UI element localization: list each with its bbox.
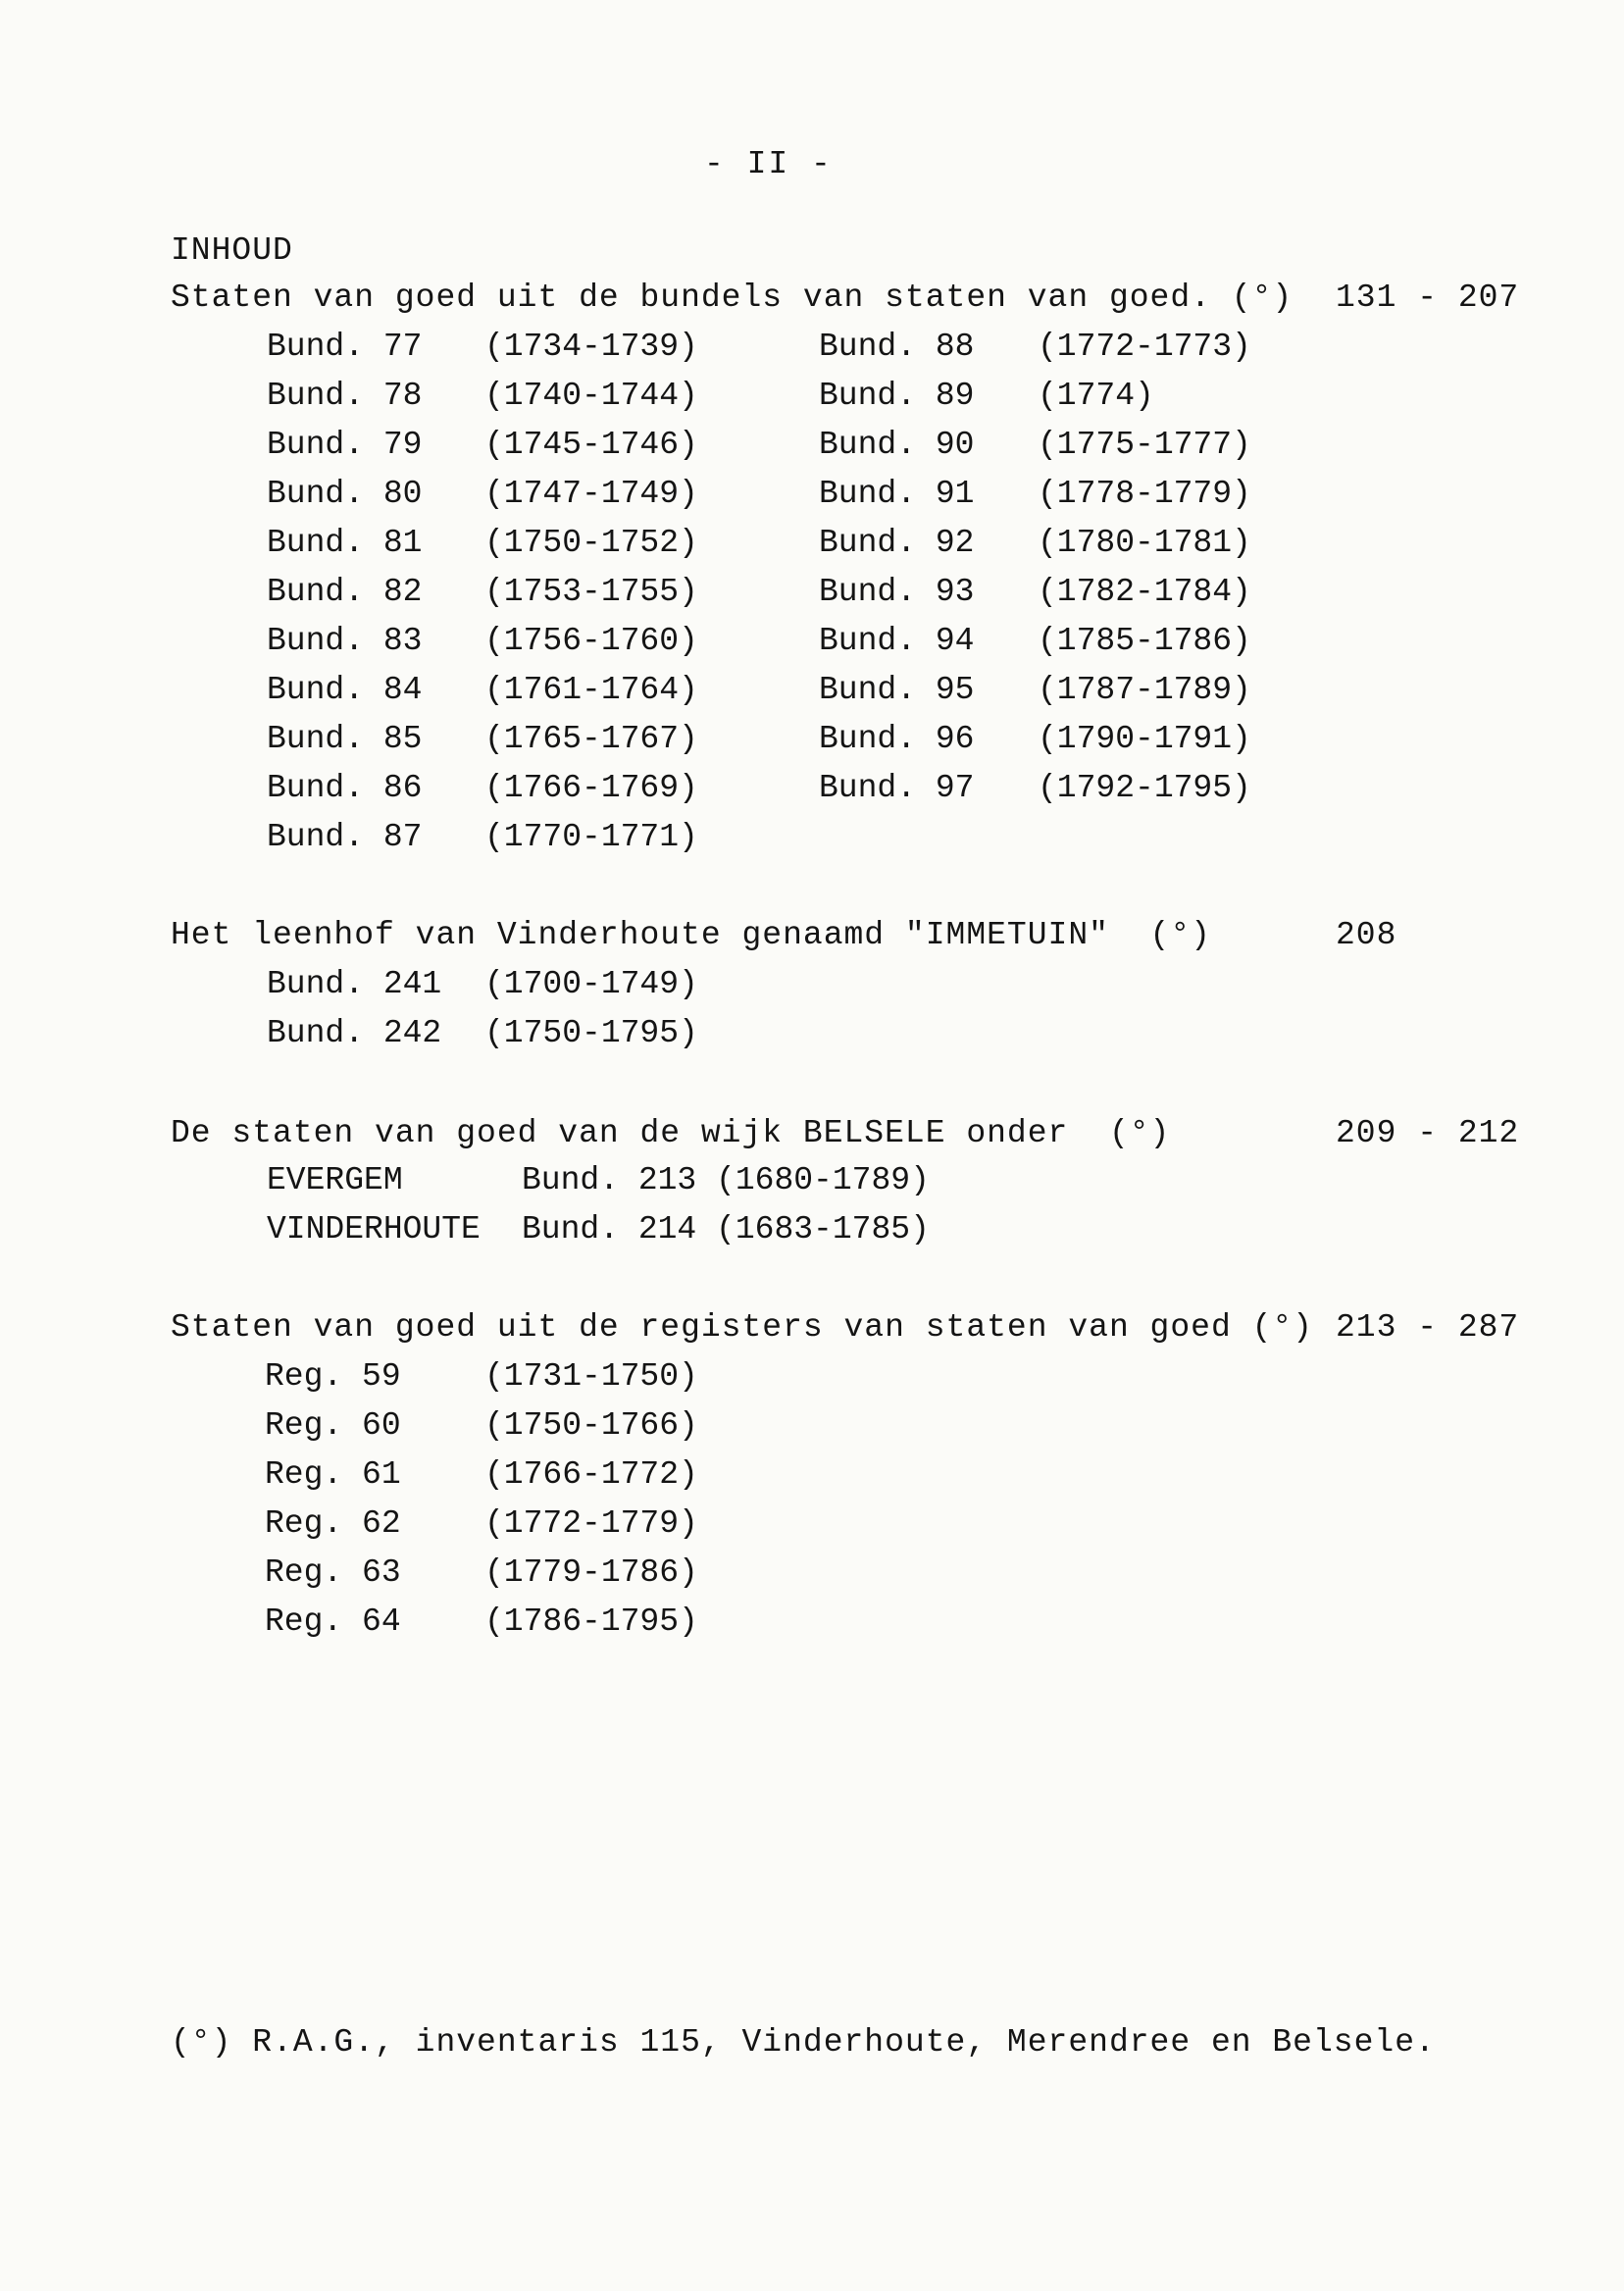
list-item-years: (1780-1781) [1038,525,1251,561]
list-item-years: (1750-1766) [484,1407,698,1444]
list-item-years: (1778-1779) [1038,476,1251,512]
list-item-years: (1734-1739) [484,329,698,365]
list-item-label: Reg. 59 [265,1358,401,1395]
list-item-label: Reg. 64 [265,1604,401,1640]
list-item-label: Bund. 92 [819,525,975,561]
list-item-label: Bund. 96 [819,721,975,757]
list-item-years: (1750-1795) [484,1015,698,1051]
list-item-years: (1747-1749) [484,476,698,512]
list-item-label: Bund. 242 [267,1015,442,1051]
list-item-name: VINDERHOUTE [267,1211,481,1247]
list-item-years: (1750-1752) [484,525,698,561]
list-item-label: Bund. 83 [267,623,423,659]
list-item-years: (1731-1750) [484,1358,698,1395]
list-item-years: (1700-1749) [484,966,698,1002]
list-item-years: (1766-1772) [484,1456,698,1493]
list-item-label: Bund. 241 [267,966,442,1002]
list-item-years: (1740-1744) [484,378,698,414]
list-item-reference: Bund. 214 (1683-1785) [522,1211,930,1247]
footnote: (°) R.A.G., inventaris 115, Vinderhoute, Merendree en Belsele. [171,2024,1436,2061]
page-range-registers: 213 - 287 [1336,1309,1520,1346]
list-item-label: Bund. 84 [267,672,423,708]
list-item-label: Bund. 90 [819,427,975,463]
list-item-years: (1765-1767) [484,721,698,757]
page-number: - II - [704,146,833,182]
list-item-years: (1766-1769) [484,770,698,806]
list-item-label: Reg. 63 [265,1554,401,1591]
list-item-years: (1786-1795) [484,1604,698,1640]
section-title-leenhof: Het leenhof van Vinderhoute genaamd "IMMETUIN" (°) [171,917,1211,953]
list-item-label: Bund. 81 [267,525,423,561]
list-item-years: (1772-1779) [484,1505,698,1542]
list-item-label: Reg. 60 [265,1407,401,1444]
list-item-years: (1790-1791) [1038,721,1251,757]
list-item-years: (1779-1786) [484,1554,698,1591]
list-item-label: Bund. 79 [267,427,423,463]
list-item-years: (1792-1795) [1038,770,1251,806]
list-item-years: (1770-1771) [484,819,698,855]
list-item-years: (1772-1773) [1038,329,1251,365]
list-item-label: Bund. 87 [267,819,423,855]
page-range-bundels: 131 - 207 [1336,280,1520,316]
page-range-belsele: 209 - 212 [1336,1115,1520,1151]
list-item-label: Bund. 77 [267,329,423,365]
list-item-years: (1745-1746) [484,427,698,463]
list-item-years: (1756-1760) [484,623,698,659]
list-item-label: Bund. 78 [267,378,423,414]
section-title-registers: Staten van goed uit de registers van staten van goed (°) [171,1309,1313,1346]
list-item-label: Bund. 95 [819,672,975,708]
list-item-label: Reg. 62 [265,1505,401,1542]
list-item-years: (1761-1764) [484,672,698,708]
list-item-years: (1782-1784) [1038,574,1251,610]
list-item-label: Bund. 94 [819,623,975,659]
list-item-label: Bund. 88 [819,329,975,365]
list-item-label: Bund. 80 [267,476,423,512]
list-item-years: (1785-1786) [1038,623,1251,659]
list-item-label: Bund. 85 [267,721,423,757]
list-item-years: (1787-1789) [1038,672,1251,708]
section-title-belsele: De staten van goed van de wijk BELSELE onder (°) [171,1115,1171,1151]
list-item-label: Bund. 97 [819,770,975,806]
page-range-leenhof: 208 [1336,917,1397,953]
section-title-bundels: Staten van goed uit de bundels van staten van goed. (°) [171,280,1294,316]
list-item-label: Bund. 93 [819,574,975,610]
contents-heading: INHOUD [171,232,293,269]
list-item-years: (1753-1755) [484,574,698,610]
list-item-label: Bund. 86 [267,770,423,806]
list-item-name: EVERGEM [267,1162,403,1198]
list-item-label: Reg. 61 [265,1456,401,1493]
list-item-label: Bund. 91 [819,476,975,512]
list-item-reference: Bund. 213 (1680-1789) [522,1162,930,1198]
list-item-label: Bund. 89 [819,378,975,414]
list-item-years: (1775-1777) [1038,427,1251,463]
list-item-years: (1774) [1038,378,1154,414]
list-item-label: Bund. 82 [267,574,423,610]
